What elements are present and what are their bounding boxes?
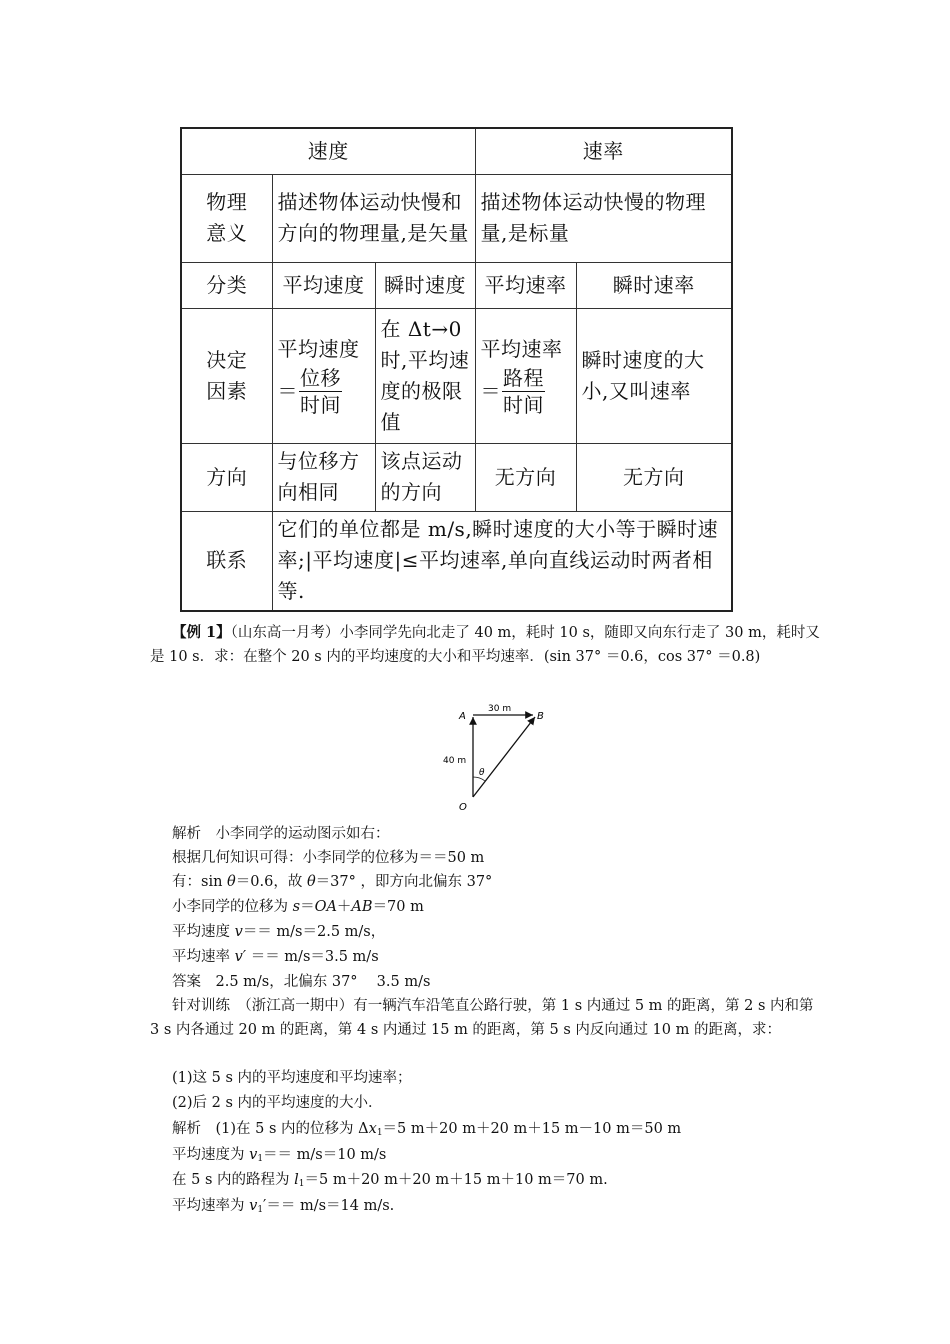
- solution1-line6: [172, 945, 379, 969]
- meaning-speed: 描述物体运动快慢的物理量,是标量: [475, 174, 732, 262]
- var-x: x: [368, 1121, 377, 1137]
- text: 解析 (1)在 5 s 内的位移为 Δ: [172, 1121, 369, 1137]
- fraction-numerator: 路程: [503, 365, 544, 390]
- classify-inst-speed: 瞬时速率: [576, 262, 732, 308]
- solution1-line4: [172, 895, 424, 919]
- classify-avg-speed: 平均速率: [475, 262, 576, 308]
- text: 小李同学的位移为: [172, 899, 293, 915]
- training-paragraph: 针对训练 （浙江高一期中）有一辆汽车沿笔直公路行驶，第 1 s 内通过 5 m 的距离，第 2 s 内和第 3 s 内各通过 20 m 的距离，第 4 s 内通过 15 m 的距离，第 5 s 内反向通过 10 m 的距离，求：: [150, 998, 814, 1038]
- example1-text: （山东高一月考）小李同学先向北走了 40 m，耗时 10 s，随即又向东行走了 30 m，耗时又是 10 s．求：在整个 20 s 内的平均速度的大小和平均速率．(sin 37° ＝0.6，cos 37° ＝0.8): [150, 625, 820, 665]
- theta-symbol: θ: [227, 874, 236, 890]
- text: ′＝＝ m/s＝14 m/s.: [263, 1198, 395, 1214]
- text: 平均速率为: [172, 1198, 250, 1214]
- var-oa: OA: [314, 899, 337, 915]
- subscript: 1: [257, 1205, 264, 1215]
- equals-sign: ＝: [277, 378, 298, 403]
- var-s: s: [292, 899, 301, 915]
- determine-inst-speed: 瞬时速度的大小,又叫速率: [576, 308, 732, 443]
- row-label-determine: 决定 因素: [181, 308, 272, 443]
- var-v: v: [249, 1147, 258, 1163]
- classify-avg-velocity: 平均速度: [272, 262, 375, 308]
- subscript: 1: [298, 1179, 305, 1189]
- text: 在 5 s 内的路程为: [172, 1172, 295, 1188]
- determine-inst-velocity: 在 Δt→0 时,平均速度的极限值: [375, 308, 475, 443]
- label-oa: 40 m: [443, 756, 467, 766]
- solution1-line2: 根据几何知识可得：小李同学的位移为＝＝50 m: [172, 850, 485, 866]
- direction-inst-speed: 无方向: [576, 443, 732, 511]
- text: ＝70 m: [372, 899, 424, 915]
- ob-segment: [473, 717, 535, 797]
- meaning-velocity: 描述物体运动快慢和方向的物理量,是矢量: [272, 174, 475, 262]
- equals-sign: ＝: [480, 378, 501, 403]
- text: ＝＝ m/s＝10 m/s: [263, 1147, 387, 1163]
- text: ＝: [300, 899, 315, 915]
- subscript: 1: [257, 1154, 264, 1164]
- var-v: v: [234, 924, 243, 940]
- text: 平均速度为: [172, 1147, 250, 1163]
- avg-speed-prefix: 平均速率: [480, 336, 563, 361]
- classify-inst-velocity: 瞬时速度: [375, 262, 475, 308]
- training-question2: (2)后 2 s 内的平均速度的大小．: [172, 1095, 383, 1111]
- label-a: A: [459, 711, 466, 722]
- direction-avg-speed: 无方向: [475, 443, 576, 511]
- example1-paragraph: [150, 621, 820, 669]
- avg-velocity-prefix: 平均速度: [277, 336, 360, 361]
- text: 平均速度: [172, 924, 235, 940]
- training-solution-line3: [172, 1168, 608, 1196]
- example1-tag: 【例 1】: [172, 624, 231, 641]
- var-v: v: [249, 1198, 258, 1214]
- avg-speed-formula: [481, 365, 571, 418]
- text: ＝＝ m/s＝2.5 m/s，: [242, 924, 386, 940]
- displacement-diagram: [440, 700, 560, 820]
- training-question1: (1)这 5 s 内的平均速度和平均速率；: [172, 1070, 412, 1086]
- direction-avg-velocity: 与位移方向相同: [272, 443, 375, 511]
- relation-text: 它们的单位都是 m/s,瞬时速度的大小等于瞬时速率;|平均速度|≤平均速率,单向直线运动时两者相等.: [272, 511, 732, 611]
- fraction-denominator: 时间: [503, 392, 544, 417]
- text: ＋: [336, 899, 352, 915]
- training-solution-line1: [172, 1117, 681, 1145]
- var-ab: AB: [351, 899, 373, 915]
- fraction-denominator: 时间: [300, 392, 341, 417]
- sin-value: ＝0.6，故: [235, 874, 307, 890]
- theta-symbol: θ: [306, 874, 316, 890]
- text: ＝5 m＋20 m＋20 m＋15 m＋10 m＝70 m.: [304, 1172, 608, 1188]
- direction-inst-velocity: 该点运动的方向: [375, 443, 475, 511]
- subscript: 1: [376, 1128, 383, 1138]
- solution1-answer: 答案 2.5 m/s，北偏东 37° 3.5 m/s: [172, 974, 431, 990]
- solution1-line3: [172, 870, 492, 894]
- header-speed: 速率: [475, 128, 732, 174]
- text: ＝＝ m/s＝3.5 m/s: [246, 949, 379, 965]
- label-ab: 30 m: [488, 704, 512, 714]
- determine-avg-velocity: [272, 308, 375, 443]
- row-label-direction: 方向: [181, 443, 272, 511]
- displacement-over-time: [299, 365, 342, 418]
- label-theta: θ: [479, 768, 485, 778]
- velocity-speed-table: [180, 127, 733, 612]
- row-label-meaning: 物理 意义: [181, 174, 272, 262]
- sin-text: 有：sin: [172, 874, 228, 890]
- text: ＝5 m＋20 m＋20 m＋15 m－10 m＝50 m: [382, 1121, 682, 1137]
- solution1-line5: [172, 920, 385, 944]
- var-l: l: [294, 1172, 299, 1188]
- training-solution-line2: [172, 1143, 386, 1171]
- row-label-relation: 联系: [181, 511, 272, 611]
- angle-result: ＝37° ，即方向北偏东 37°: [315, 874, 493, 890]
- row-label-classify: 分类: [181, 262, 272, 308]
- var-v-prime: v′: [234, 949, 247, 965]
- header-velocity: 速度: [181, 128, 475, 174]
- distance-over-time: [502, 365, 545, 418]
- solution1-line1: 解析 小李同学的运动图示如右：: [172, 826, 390, 842]
- label-o: O: [459, 802, 467, 813]
- determine-avg-speed: [475, 308, 576, 443]
- label-b: B: [537, 711, 544, 722]
- fraction-numerator: 位移: [300, 365, 341, 390]
- text: 平均速率: [172, 949, 235, 965]
- training-solution-line4: [172, 1194, 394, 1222]
- avg-velocity-formula: [278, 365, 370, 418]
